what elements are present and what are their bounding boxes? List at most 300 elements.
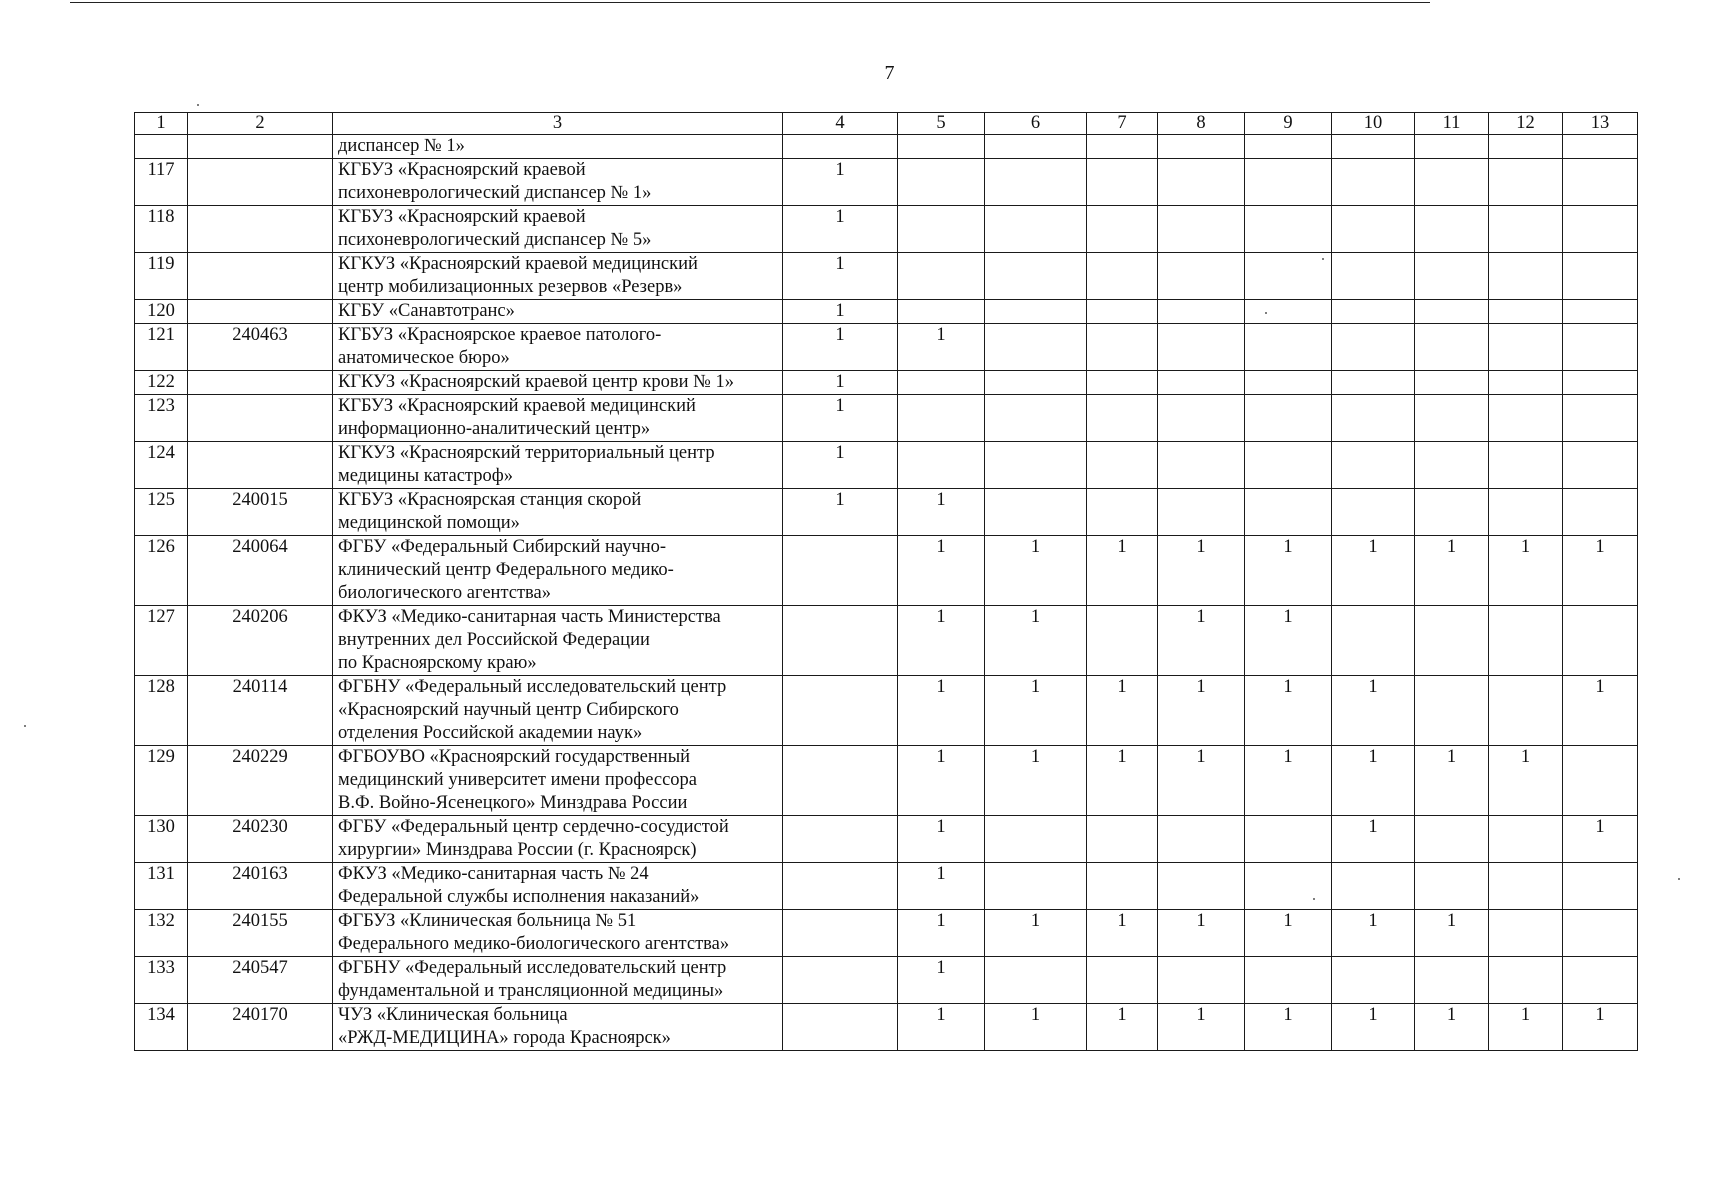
mark-cell-col-11 [1415,676,1489,746]
mark-cell-col-8 [1158,816,1245,863]
mark-cell-col-10 [1332,159,1415,206]
mark-cell-col-8 [1158,489,1245,536]
organization-name-line: психоневрологический диспансер № 1» [338,183,652,203]
organization-name [333,159,783,206]
mark-cell-col-10 [1332,135,1415,159]
scan-speck [197,104,199,106]
table-row [135,816,1638,863]
mark-cell-col-12 [1489,159,1563,206]
table-row [135,395,1638,442]
column-header-4: 4 [783,113,898,135]
mark-cell-col-8 [1158,957,1245,1004]
mark-cell-col-11 [1415,863,1489,910]
mark-cell-col-10: 1 [1332,536,1415,606]
mark-cell-col-13: 1 [1563,536,1638,606]
mark-cell-col-12 [1489,206,1563,253]
organization-name-line: медицинский университет имени профессора [338,770,698,790]
organization-name-line: КГБУЗ «Красноярский краевой [338,207,586,227]
mark-cell-col-4: 1 [783,159,898,206]
organization-name-line: КГКУЗ «Красноярский краевой медицинский [338,254,698,274]
mark-cell-col-6 [985,863,1087,910]
column-header-11: 11 [1415,113,1489,135]
mark-cell-col-13: 1 [1563,816,1638,863]
mark-cell-col-4: 1 [783,489,898,536]
mark-cell-col-11: 1 [1415,1004,1489,1051]
mark-cell-col-10 [1332,442,1415,489]
mark-cell-col-12 [1489,371,1563,395]
table-row-continuation [135,135,1638,159]
mark-cell-col-8: 1 [1158,676,1245,746]
row-number: 130 [135,816,188,863]
organization-code: 240064 [188,536,333,606]
organization-code: 240229 [188,746,333,816]
mark-cell-col-12 [1489,135,1563,159]
mark-cell-col-6 [985,395,1087,442]
organization-name [333,606,783,676]
mark-cell-col-4 [783,676,898,746]
mark-cell-col-9 [1245,863,1332,910]
mark-cell-col-11 [1415,135,1489,159]
row-number: 125 [135,489,188,536]
row-number: 120 [135,300,188,324]
row-number: 118 [135,206,188,253]
mark-cell-col-7 [1087,324,1158,371]
row-number: 134 [135,1004,188,1051]
mark-cell-col-8 [1158,159,1245,206]
mark-cell-col-9: 1 [1245,1004,1332,1051]
mark-cell-col-7: 1 [1087,910,1158,957]
mark-cell-col-5 [898,206,985,253]
mark-cell-col-4 [783,606,898,676]
row-number: 122 [135,371,188,395]
mark-cell-col-4 [783,957,898,1004]
mark-cell-col-13: 1 [1563,676,1638,746]
mark-cell-col-5 [898,135,985,159]
mark-cell-col-11: 1 [1415,536,1489,606]
organization-name-line: КГБУ «Санавтотранс» [338,301,515,321]
mark-cell-col-5 [898,371,985,395]
mark-cell-col-10 [1332,395,1415,442]
mark-cell-col-7 [1087,957,1158,1004]
organization-name-line: ЧУЗ «Клиническая больница [338,1005,568,1025]
mark-cell-col-7 [1087,253,1158,300]
mark-cell-col-8: 1 [1158,536,1245,606]
mark-cell-col-7 [1087,206,1158,253]
mark-cell-col-4: 1 [783,442,898,489]
mark-cell-col-6 [985,442,1087,489]
row-number: 132 [135,910,188,957]
row-number: 117 [135,159,188,206]
page-number: 7 [884,62,895,84]
mark-cell-col-10: 1 [1332,816,1415,863]
mark-cell-col-12 [1489,324,1563,371]
organization-name [333,676,783,746]
organization-name-line: ФГБУ «Федеральный центр сердечно-сосудистой [338,817,729,837]
mark-cell-col-12 [1489,910,1563,957]
mark-cell-col-7 [1087,816,1158,863]
mark-cell-col-12 [1489,442,1563,489]
scan-speck [1678,878,1680,880]
organization-name [333,135,783,159]
mark-cell-col-5: 1 [898,606,985,676]
mark-cell-col-12 [1489,676,1563,746]
column-header-3: 3 [333,113,783,135]
mark-cell-col-12 [1489,300,1563,324]
table-row [135,489,1638,536]
organization-name-line: КГКУЗ «Красноярский территориальный центр [338,443,715,463]
mark-cell-col-13 [1563,957,1638,1004]
mark-cell-col-6 [985,957,1087,1004]
organization-code: 240170 [188,1004,333,1051]
table-header-row [135,113,1638,135]
mark-cell-col-9 [1245,300,1332,324]
mark-cell-col-6 [985,206,1087,253]
organization-name [333,1004,783,1051]
row-number: 124 [135,442,188,489]
organization-name-line: «РЖД-МЕДИЦИНА» города Красноярск» [338,1028,671,1048]
organization-name-line: Федерального медико-биологического агентства» [338,934,730,954]
mark-cell-col-7: 1 [1087,536,1158,606]
mark-cell-col-9: 1 [1245,606,1332,676]
organization-name [333,863,783,910]
table-body [135,113,1638,1051]
organization-code: 240547 [188,957,333,1004]
mark-cell-col-10 [1332,253,1415,300]
mark-cell-col-8 [1158,135,1245,159]
column-header-6: 6 [985,113,1087,135]
mark-cell-col-8: 1 [1158,606,1245,676]
organization-code: 240230 [188,816,333,863]
mark-cell-col-5: 1 [898,536,985,606]
organization-name-line: ФГБУЗ «Клиническая больница № 51 [338,911,637,931]
organization-code: 240163 [188,863,333,910]
column-header-2: 2 [188,113,333,135]
organization-name [333,489,783,536]
mark-cell-col-4: 1 [783,253,898,300]
row-number: 131 [135,863,188,910]
organization-name-line: психоневрологический диспансер № 5» [338,230,652,250]
mark-cell-col-5: 1 [898,816,985,863]
mark-cell-col-13 [1563,300,1638,324]
organization-name-line: ФКУЗ «Медико-санитарная часть Министерства [338,607,721,627]
table-row [135,300,1638,324]
mark-cell-col-4 [783,863,898,910]
mark-cell-col-9 [1245,442,1332,489]
mark-cell-col-9 [1245,816,1332,863]
mark-cell-col-10: 1 [1332,676,1415,746]
scan-speck [24,725,26,727]
organization-name [333,395,783,442]
mark-cell-col-5 [898,442,985,489]
mark-cell-col-7 [1087,395,1158,442]
mark-cell-col-6: 1 [985,536,1087,606]
organization-code [188,135,333,159]
row-number: 119 [135,253,188,300]
mark-cell-col-7 [1087,135,1158,159]
mark-cell-col-9 [1245,159,1332,206]
organization-name [333,536,783,606]
mark-cell-col-11 [1415,371,1489,395]
mark-cell-col-11 [1415,324,1489,371]
organization-name-line: Федеральной службы исполнения наказаний» [338,887,700,907]
mark-cell-col-5: 1 [898,957,985,1004]
organization-name [333,746,783,816]
mark-cell-col-9 [1245,206,1332,253]
organization-name-line: ФГБНУ «Федеральный исследовательский центр [338,677,727,697]
mark-cell-col-7 [1087,371,1158,395]
organization-name-line: ФГБНУ «Федеральный исследовательский центр [338,958,727,978]
table-row [135,957,1638,1004]
organization-name [333,324,783,371]
mark-cell-col-4 [783,135,898,159]
mark-cell-col-8 [1158,300,1245,324]
mark-cell-col-8 [1158,253,1245,300]
mark-cell-col-7: 1 [1087,1004,1158,1051]
organization-code: 240463 [188,324,333,371]
column-header-10: 10 [1332,113,1415,135]
table-row [135,676,1638,746]
organization-name-line: медицинской помощи» [338,513,520,533]
mark-cell-col-9: 1 [1245,676,1332,746]
mark-cell-col-11 [1415,816,1489,863]
mark-cell-col-13 [1563,863,1638,910]
mark-cell-col-8: 1 [1158,910,1245,957]
mark-cell-col-6: 1 [985,746,1087,816]
organization-name-line: медицины катастроф» [338,466,513,486]
scan-speck [1322,258,1324,260]
mark-cell-col-5: 1 [898,863,985,910]
mark-cell-col-8 [1158,442,1245,489]
mark-cell-col-8: 1 [1158,1004,1245,1051]
mark-cell-col-12 [1489,395,1563,442]
organization-name-line: КГКУЗ «Красноярский краевой центр крови № 1» [338,372,734,392]
organization-name [333,957,783,1004]
mark-cell-col-9 [1245,489,1332,536]
mark-cell-col-11 [1415,395,1489,442]
mark-cell-col-6: 1 [985,606,1087,676]
mark-cell-col-6 [985,300,1087,324]
organization-name-line: центр мобилизационных резервов «Резерв» [338,277,683,297]
mark-cell-col-6 [985,135,1087,159]
table-row [135,253,1638,300]
table-row [135,206,1638,253]
mark-cell-col-13 [1563,910,1638,957]
organization-code: 240206 [188,606,333,676]
organization-name-line: КГБУЗ «Красноярское краевое патолого- [338,325,662,345]
organization-code [188,206,333,253]
mark-cell-col-4: 1 [783,324,898,371]
organization-name [333,442,783,489]
mark-cell-col-7 [1087,863,1158,910]
mark-cell-col-13 [1563,442,1638,489]
mark-cell-col-6 [985,489,1087,536]
data-table [134,112,1638,1051]
organization-name-line: В.Ф. Войно-Ясенецкого» Минздрава России [338,793,688,813]
mark-cell-col-6: 1 [985,1004,1087,1051]
organization-name-line: хирургии» Минздрава России (г. Красноярск) [338,840,697,860]
row-number: 128 [135,676,188,746]
mark-cell-col-10 [1332,863,1415,910]
organization-name-line: клинический центр Федерального медико- [338,560,674,580]
mark-cell-col-5: 1 [898,489,985,536]
mark-cell-col-10: 1 [1332,1004,1415,1051]
mark-cell-col-5: 1 [898,746,985,816]
mark-cell-col-9 [1245,324,1332,371]
mark-cell-col-4: 1 [783,300,898,324]
mark-cell-col-4 [783,1004,898,1051]
organization-name-line: КГБУЗ «Красноярский краевой медицинский [338,396,696,416]
organization-code: 240015 [188,489,333,536]
mark-cell-col-5: 1 [898,910,985,957]
mark-cell-col-7: 1 [1087,676,1158,746]
mark-cell-col-12: 1 [1489,746,1563,816]
column-header-8: 8 [1158,113,1245,135]
mark-cell-col-5: 1 [898,324,985,371]
mark-cell-col-12 [1489,816,1563,863]
organization-code [188,395,333,442]
mark-cell-col-12 [1489,957,1563,1004]
organization-code [188,300,333,324]
row-number [135,135,188,159]
mark-cell-col-12 [1489,606,1563,676]
mark-cell-col-7 [1087,606,1158,676]
mark-cell-col-4: 1 [783,206,898,253]
organization-name-line: КГБУЗ «Красноярская станция скорой [338,490,642,510]
mark-cell-col-10: 1 [1332,910,1415,957]
mark-cell-col-10 [1332,606,1415,676]
mark-cell-col-12: 1 [1489,1004,1563,1051]
organization-name-line: фундаментальной и трансляционной медицины» [338,981,724,1001]
mark-cell-col-8: 1 [1158,746,1245,816]
mark-cell-col-4 [783,746,898,816]
mark-cell-col-5 [898,159,985,206]
mark-cell-col-12 [1489,253,1563,300]
table-row [135,442,1638,489]
table-row [135,371,1638,395]
column-header-7: 7 [1087,113,1158,135]
table-row [135,324,1638,371]
organization-name-line: информационно-аналитический центр» [338,419,651,439]
scan-speck [1313,898,1315,900]
table-row [135,536,1638,606]
organization-name-line: «Красноярский научный центр Сибирского [338,700,679,720]
mark-cell-col-13 [1563,746,1638,816]
mark-cell-col-5 [898,253,985,300]
mark-cell-col-9: 1 [1245,910,1332,957]
mark-cell-col-9 [1245,135,1332,159]
mark-cell-col-6 [985,159,1087,206]
organization-name [333,371,783,395]
mark-cell-col-4 [783,536,898,606]
mark-cell-col-5: 1 [898,676,985,746]
mark-cell-col-6: 1 [985,676,1087,746]
organization-name [333,253,783,300]
mark-cell-col-13 [1563,489,1638,536]
organization-name [333,910,783,957]
column-header-12: 12 [1489,113,1563,135]
column-header-9: 9 [1245,113,1332,135]
mark-cell-col-6 [985,253,1087,300]
mark-cell-col-11 [1415,606,1489,676]
organization-name [333,206,783,253]
row-number: 123 [135,395,188,442]
mark-cell-col-8 [1158,206,1245,253]
row-number: 133 [135,957,188,1004]
mark-cell-col-6: 1 [985,910,1087,957]
mark-cell-col-12 [1489,489,1563,536]
mark-cell-col-11 [1415,159,1489,206]
mark-cell-col-13: 1 [1563,1004,1638,1051]
mark-cell-col-10 [1332,371,1415,395]
row-number: 129 [135,746,188,816]
mark-cell-col-10 [1332,489,1415,536]
mark-cell-col-5: 1 [898,1004,985,1051]
mark-cell-col-6 [985,371,1087,395]
mark-cell-col-13 [1563,395,1638,442]
mark-cell-col-6 [985,324,1087,371]
mark-cell-col-6 [985,816,1087,863]
organization-code [188,442,333,489]
mark-cell-col-7 [1087,300,1158,324]
organization-name [333,816,783,863]
mark-cell-col-10 [1332,324,1415,371]
mark-cell-col-9: 1 [1245,536,1332,606]
mark-cell-col-5 [898,300,985,324]
row-number: 127 [135,606,188,676]
row-number: 126 [135,536,188,606]
mark-cell-col-10 [1332,206,1415,253]
column-header-5: 5 [898,113,985,135]
organization-code: 240155 [188,910,333,957]
mark-cell-col-7: 1 [1087,746,1158,816]
mark-cell-col-13 [1563,324,1638,371]
mark-cell-col-13 [1563,159,1638,206]
mark-cell-col-13 [1563,371,1638,395]
mark-cell-col-4 [783,816,898,863]
mark-cell-col-9 [1245,253,1332,300]
mark-cell-col-9: 1 [1245,746,1332,816]
table-row [135,746,1638,816]
mark-cell-col-10 [1332,957,1415,1004]
mark-cell-col-13 [1563,135,1638,159]
mark-cell-col-7 [1087,159,1158,206]
mark-cell-col-8 [1158,863,1245,910]
mark-cell-col-7 [1087,489,1158,536]
column-header-13: 13 [1563,113,1638,135]
mark-cell-col-8 [1158,324,1245,371]
mark-cell-col-11 [1415,489,1489,536]
mark-cell-col-9 [1245,395,1332,442]
organization-name-line: анатомическое бюро» [338,348,510,368]
mark-cell-col-10: 1 [1332,746,1415,816]
organization-code: 240114 [188,676,333,746]
organization-name-line: биологического агентства» [338,583,552,603]
organization-code [188,159,333,206]
organization-name [333,300,783,324]
mark-cell-col-11 [1415,206,1489,253]
table-row [135,910,1638,957]
organization-name-line: отделения Российской академии наук» [338,723,643,743]
organization-name-line: ФГБУ «Федеральный Сибирский научно- [338,537,667,557]
mark-cell-col-4: 1 [783,371,898,395]
mark-cell-col-4 [783,910,898,957]
mark-cell-col-11: 1 [1415,746,1489,816]
mark-cell-col-11 [1415,442,1489,489]
row-number: 121 [135,324,188,371]
mark-cell-col-12: 1 [1489,536,1563,606]
mark-cell-col-5 [898,395,985,442]
mark-cell-col-11 [1415,957,1489,1004]
